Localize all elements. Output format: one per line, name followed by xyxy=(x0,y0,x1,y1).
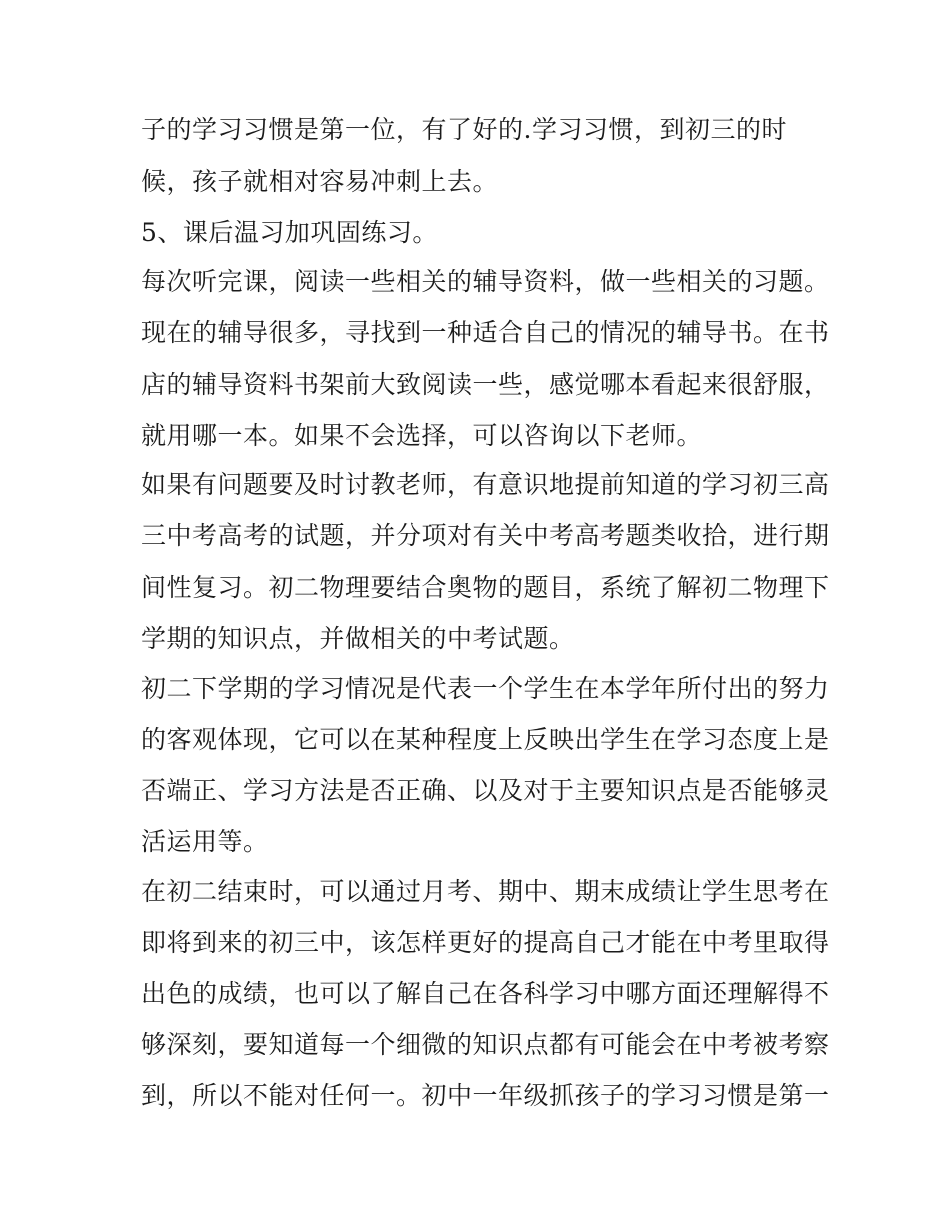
text-line: 出色的成绩，也可以了解自己在各科学习中哪方面还理解得不 xyxy=(141,979,830,1008)
text-line: 即将到来的初三中，该怎样更好的提高自己才能在中考里取得 xyxy=(141,928,830,957)
text-line: 间性复习。初二物理要结合奥物的题目，系统了解初二物理下 xyxy=(141,573,830,602)
text-line: 活运用等。 xyxy=(141,827,269,856)
text-line: 店的辅导资料书架前大致阅读一些，感觉哪本看起来很舒服， xyxy=(141,370,830,399)
text-line: 5、课后温习加巩固练习。 xyxy=(141,218,438,247)
text-line: 学期的知识点，并做相关的中考试题。 xyxy=(141,624,575,653)
text-line: 就用哪一本。如果不会选择，可以咨询以下老师。 xyxy=(141,421,703,450)
text-line: 三中考高考的试题，并分项对有关中考高考题类收拾，进行期 xyxy=(141,521,830,550)
text-line: 到，所以不能对任何一。初中一年级抓孩子的学习习惯是第一 xyxy=(141,1081,830,1110)
text-line: 子的学习习惯是第一位，有了好的.学习习惯，到初三的时 xyxy=(141,115,787,144)
text-line: 的客观体现，它可以在某种程度上反映出学生在学习态度上是 xyxy=(141,725,830,754)
text-line: 现在的辅导很多，寻找到一种适合自己的情况的辅导书。在书 xyxy=(141,318,830,347)
text-line: 够深刻，要知道每一个细微的知识点都有可能会在中考被考察 xyxy=(141,1030,830,1059)
text-line: 候，孩子就相对容易冲刺上去。 xyxy=(141,167,499,196)
text-line: 否端正、学习方法是否正确、以及对于主要知识点是否能够灵 xyxy=(141,776,830,805)
text-line: 初二下学期的学习情况是代表一个学生在本学年所付出的努力 xyxy=(141,674,830,703)
text-line: 如果有问题要及时讨教老师，有意识地提前知道的学习初三高 xyxy=(141,470,830,499)
text-line: 在初二结束时，可以通过月考、期中、期末成绩让学生思考在 xyxy=(141,877,830,906)
text-line: 每次听完课，阅读一些相关的辅导资料，做一些相关的习题。 xyxy=(141,267,830,296)
